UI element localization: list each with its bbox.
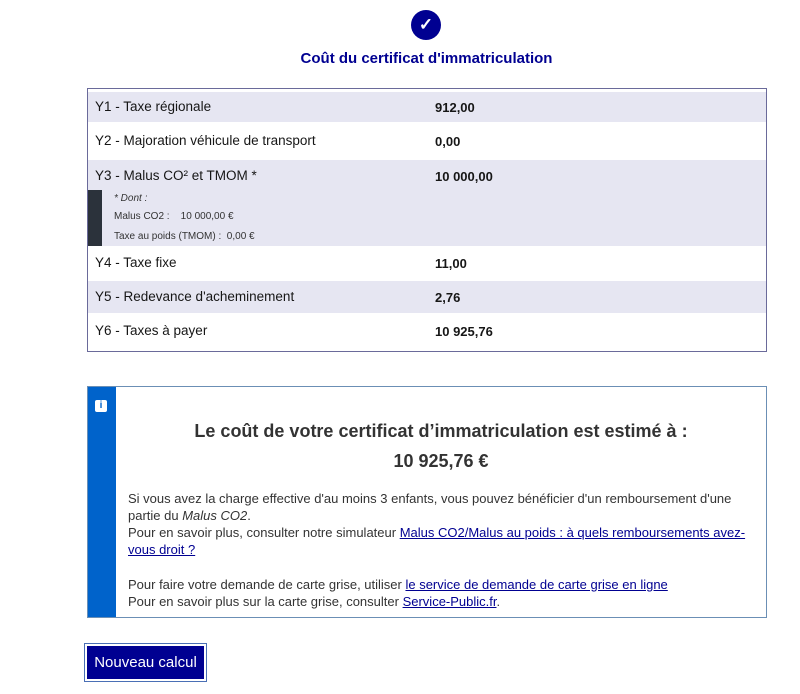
row-value: 10 925,76: [435, 324, 493, 339]
detail-tmom: Taxe au poids (TMOM) : 0,00 €: [114, 231, 255, 242]
refund-paragraph: Si vous avez la charge effective d'au moins 3 enfants, vous pouvez bénéficier d'un remboursement d'une partie du Malus CO2. Pour en savoir plus, consulter notre simulateur Malus CO2/Malus au poids : à quels remboursements avez-vous droit ?: [128, 491, 746, 557]
malus-detail: [88, 190, 766, 246]
table-row: [88, 92, 766, 122]
table-row: [88, 160, 766, 246]
cost-table: [87, 88, 767, 352]
estimate-amount: 10 925,76 €: [393, 451, 489, 471]
success-check-icon: ✓: [411, 10, 441, 40]
table-row: [88, 313, 766, 351]
info-bar: [88, 387, 116, 617]
online-service-link[interactable]: le service de demande de carte grise en ligne: [405, 577, 668, 592]
row-value: 10 000,00: [435, 169, 493, 184]
row-label: Y4 - Taxe fixe: [95, 255, 177, 270]
new-calculation-button[interactable]: Nouveau calcul: [85, 644, 206, 681]
row-value: 2,76: [435, 290, 461, 305]
row-label: Y5 - Redevance d'acheminement: [95, 289, 295, 304]
carte-grise-paragraph: Pour faire votre demande de carte grise, utiliser le service de demande de carte grise en ligne Pour en savoir plus sur la carte grise, consulter Service-Public.fr.: [128, 577, 668, 609]
table-row: [88, 281, 766, 313]
detail-bar: [88, 190, 102, 246]
detail-malus: Malus CO2 : 10 000,00 €: [114, 211, 234, 222]
info-icon: i: [95, 400, 107, 412]
table-row: [88, 122, 766, 160]
row-label: Y3 - Malus CO² et TMOM *: [95, 168, 257, 183]
service-public-link[interactable]: Service-Public.fr: [402, 594, 497, 609]
row-label: Y1 - Taxe régionale: [95, 99, 212, 114]
table-row: [88, 246, 766, 281]
simulator-link[interactable]: Malus CO2/Malus au poids : à quels remboursements avez-vous droit ?: [128, 525, 746, 557]
row-value: 912,00: [435, 100, 475, 115]
estimate-heading: Le coût de votre certificat d’immatriculation est estimé à :: [194, 421, 688, 441]
row-value: 0,00: [435, 134, 461, 149]
page-title: Coût du certificat d'immatriculation: [300, 50, 553, 67]
row-label: Y6 - Taxes à payer: [95, 323, 208, 338]
info-callout: [87, 386, 767, 618]
row-label: Y2 - Majoration véhicule de transport: [95, 133, 316, 148]
detail-heading: * Dont :: [114, 193, 148, 204]
row-value: 11,00: [435, 256, 467, 271]
